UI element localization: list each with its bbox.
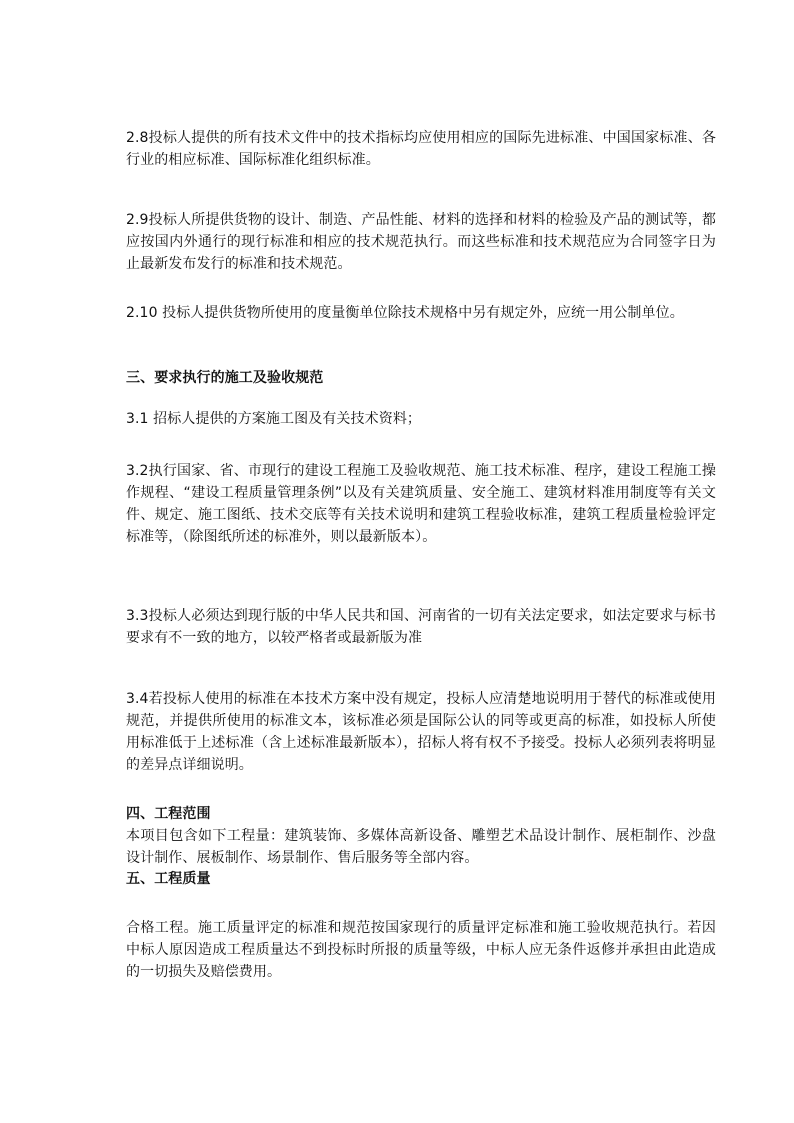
section-heading-5: 五、工程质量 <box>126 871 211 887</box>
paragraph-5: 合格工程。施工质量评定的标准和规范按国家现行的质量评定标准和施工验收规范执行。若因中标人原因造成工程质量达不到投标时所报的质量等级，中标人应无条件返修并承担由此造成的一切损失及赔偿费用。 <box>126 920 716 980</box>
paragraph-3-4: 3.4若投标人使用的标准在本技术方案中没有规定，投标人应清楚地说明用于替代的标准或使用规范，并提供所使用的标准文本，该标准必须是国际公认的同等或更高的标准，如投标人所使用标准低于上述标准（含上述标准最新版本），招标人将有权不予接受。投标人必须列表将明显的差异点详细说明。 <box>126 691 716 773</box>
paragraph-2-8: 2.8投标人提供的所有技术文件中的技术指标均应使用相应的国际先进标准、中国国家标准、各行业的相应标准、国际标准化组织标准。 <box>126 130 716 168</box>
paragraph-3-2: 3.2执行国家、省、市现行的建设工程施工及验收规范、施工技术标准、程序，建设工程施工操作规程、“建设工程质量管理条例”以及有关建筑质量、安全施工、建筑材料准用制度等有关文件、规定、施工图纸、技术交底等有关技术说明和建筑工程验收标准，建筑工程质量检验评定标准等，（除图纸所述的标准外，则以最新版本）。 <box>126 463 716 545</box>
paragraph-2-10: 2.10 投标人提供货物所使用的度量衡单位除技术规格中另有规定外，应统一用公制单位。 <box>126 305 684 321</box>
paragraph-4: 本项目包含如下工程量：建筑装饰、多媒体高新设备、雕塑艺术品设计制作、展柜制作、沙盘设计制作、展板制作、场景制作、售后服务等全部内容。 <box>126 828 716 866</box>
paragraph-3-3: 3.3投标人必须达到现行版的中华人民共和国、河南省的一切有关法定要求，如法定要求与标书要求有不一致的地方，以较严格者或最新版为准 <box>126 608 716 646</box>
section-heading-4: 四、工程范围 <box>126 806 211 822</box>
section-heading-3: 三、要求执行的施工及验收规范 <box>126 370 324 386</box>
paragraph-2-9: 2.9投标人所提供货物的设计、制造、产品性能、材料的选择和材料的检验及产品的测试等，都应按国内外通行的现行标准和相应的技术规范执行。而这些标准和技术规范应为合同签字日为止最新发布发行的标准和技术规范。 <box>126 212 716 272</box>
paragraph-3-1: 3.1 招标人提供的方案施工图及有关技术资料； <box>126 411 422 427</box>
